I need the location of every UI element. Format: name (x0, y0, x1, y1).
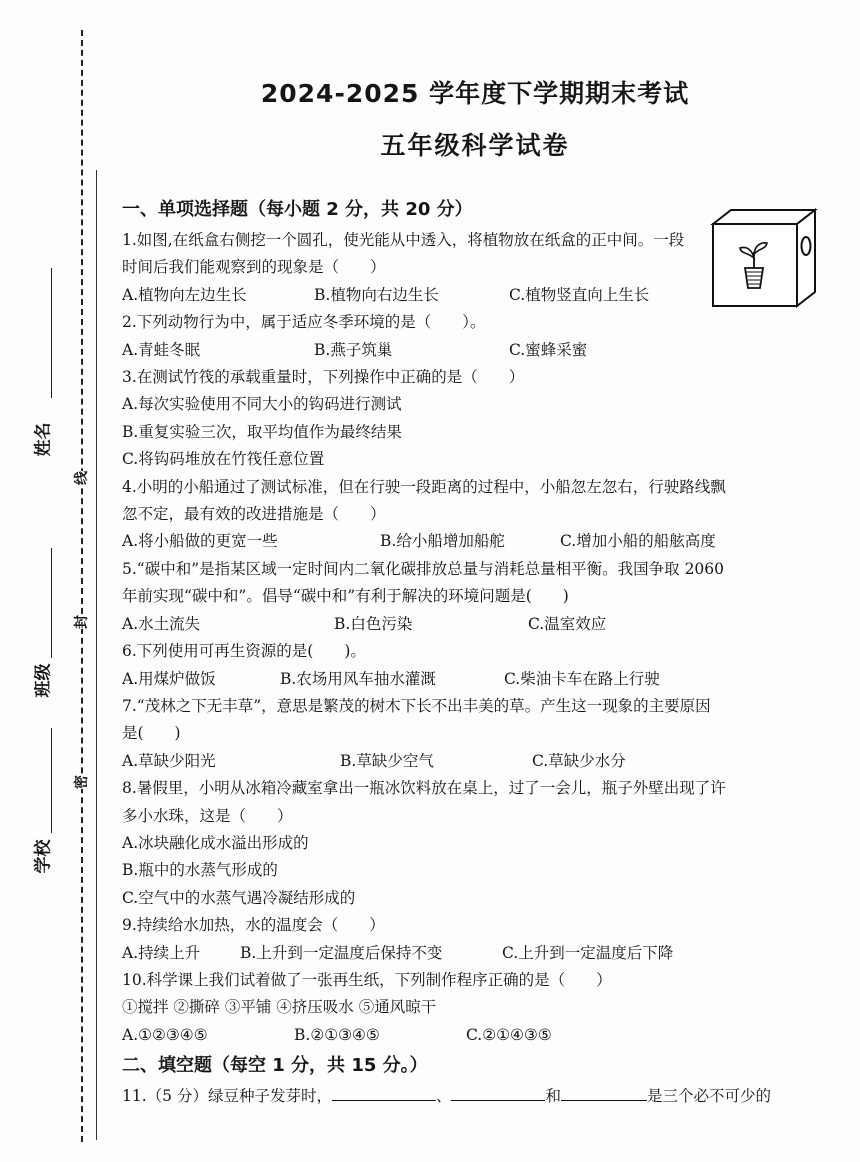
q1-option-c: C.植物竖直向上生长 (509, 285, 650, 304)
seal-secret-char: 密 (69, 775, 93, 789)
name-label: 姓名 (27, 423, 56, 457)
q2-option-b: B.燕子筑巢 (314, 340, 393, 359)
q3-option-b: B.重复实验三次，取平均值作为最终结果 (122, 422, 402, 441)
q7-option-a: A.草缺少阳光 (122, 751, 216, 770)
q11-text (122, 1083, 834, 1110)
q11-suffix: 是三个必不可少的 (646, 1087, 771, 1106)
q5-option-b: B.白色污染 (334, 614, 413, 633)
q1-option-b: B.植物向右边生长 (314, 285, 439, 304)
q10-text: 10.科学课上我们试着做了一张再生纸，下列制作程序正确的是（ ） (122, 970, 612, 989)
q10-options (122, 1022, 834, 1049)
q5-text-line1: 5.“碳中和”是指某区域一定时间内二氧化碳排放总量与消耗总量相平衡。我国争取 2060 (122, 559, 725, 578)
q1-option-a: A.植物向左边生长 (122, 285, 247, 304)
q3-option-a: A.每次实验使用不同大小的钩码进行测试 (122, 395, 402, 414)
q1-text: 1.如图,在纸盒右侧挖一个圆孔，使光能从中透入，将植物放在纸盒的正中间。一段时间后我们能观察到的现象是（ ） (122, 231, 685, 277)
q2-option-c: C.蜜蜂采蜜 (509, 340, 588, 359)
q10-steps: ①搅拌 ②撕碎 ③平铺 ④挤压吸水 ⑤通风晾干 (122, 998, 437, 1017)
q6-option-a: A.用煤炉做饭 (122, 669, 216, 688)
q7-options (122, 748, 834, 775)
exam-title: 2024-2025 学年度下学期期末考试 (260, 79, 690, 108)
q4-text-line2: 忽不定，最有效的改进措施是（ ） (122, 505, 386, 524)
section2-title: 二、填空题（每空 1 分，共 15 分。） (122, 1055, 428, 1077)
q6-option-b: B.农场用风车抽水灌溉 (280, 669, 436, 688)
section1-title: 一、单项选择题（每小题 2 分，共 20 分） (122, 199, 473, 220)
q5-option-a: A.水土流失 (122, 614, 201, 633)
q11-blank-1[interactable] (332, 1084, 436, 1101)
q2-option-a: A.青蛙冬眠 (122, 340, 201, 359)
q11-blank-2[interactable] (451, 1084, 545, 1101)
class-label: 班级 (27, 664, 56, 698)
class-blank-line (51, 548, 52, 658)
q9-option-b: B.上升到一定温度后保持不变 (240, 943, 443, 962)
seal-seal-char: 封 (69, 615, 93, 629)
q4-option-c: C.增加小船的船舷高度 (560, 532, 716, 551)
q11-prefix: 11.（5 分）绿豆种子发芽时， (122, 1087, 332, 1106)
binding-dashed-line (81, 30, 83, 1142)
q9-text: 9.持续给水加热，水的温度会（ ） (122, 916, 385, 935)
q10-option-c: C.②①④③⑤ (466, 1025, 552, 1044)
q7-text-line2: 是( ) (122, 724, 181, 743)
q4-options (122, 528, 834, 555)
q4-option-a: A.将小船做的更宽一些 (122, 532, 278, 551)
q3-option-c: C.将钩码堆放在竹筏任意位置 (122, 450, 325, 469)
q8-text-line2: 多小水珠，这是（ ） (122, 806, 293, 825)
q5-option-c: C.温室效应 (528, 614, 607, 633)
q8-text-line1: 8.暑假里，小明从冰箱冷藏室拿出一瓶冰饮料放在桌上，过了一会儿，瓶子外壁出现了许 (122, 779, 726, 798)
exam-content (122, 193, 834, 1111)
q10-option-b: B.②①③④⑤ (294, 1025, 380, 1044)
q2-text: 2.下列动物行为中，属于适应冬季环境的是（ ）。 (122, 313, 486, 332)
school-blank-line (51, 728, 52, 833)
q5-options (122, 611, 834, 638)
q11-sep1: 、 (435, 1087, 452, 1106)
q4-text-line1: 4.小明的小船通过了测试标准，但在行驶一段距离的过程中，小船忽左忽右，行驶路线飘 (122, 477, 726, 496)
q9-option-a: A.持续上升 (122, 943, 201, 962)
q10-option-a: A.①②③④⑤ (122, 1025, 208, 1044)
q3-text: 3.在测试竹筏的承载重量时，下列操作中正确的是（ ） (122, 368, 525, 387)
q5-text-line2: 年前实现“碳中和”。倡导“碳中和”有利于解决的环境问题是( ) (122, 587, 569, 606)
q9-option-c: C.上升到一定温度后下降 (502, 943, 674, 962)
q6-option-c: C.柴油卡车在路上行驶 (504, 669, 660, 688)
exam-subtitle: 五年级科学试卷 (380, 131, 570, 160)
seal-line-char: 线 (69, 471, 93, 485)
binding-solid-line (96, 170, 97, 1140)
q2-options (122, 337, 834, 364)
q9-options (122, 940, 834, 967)
q8-option-a: A.冰块融化成水溢出形成的 (122, 833, 309, 852)
q7-option-b: B.草缺少空气 (340, 751, 434, 770)
q6-text: 6.下列使用可再生资源的是( )。 (122, 642, 366, 661)
q8-option-c: C.空气中的水蒸气遇冷凝结形成的 (122, 888, 356, 907)
q11-blank-3[interactable] (561, 1084, 647, 1101)
name-blank-line (51, 268, 52, 398)
q11-sep2: 和 (545, 1087, 561, 1106)
school-label: 学校 (27, 840, 56, 874)
q6-options (122, 666, 834, 693)
q4-option-b: B.给小船增加船舵 (380, 532, 505, 551)
q1-options (122, 282, 834, 309)
q7-option-c: C.草缺少水分 (532, 751, 626, 770)
q8-option-b: B.瓶中的水蒸气形成的 (122, 861, 278, 880)
q7-text-line1: 7.“茂林之下无丰草”，意思是繁茂的树木下长不出丰美的草。产生这一现象的主要原因 (122, 696, 711, 715)
